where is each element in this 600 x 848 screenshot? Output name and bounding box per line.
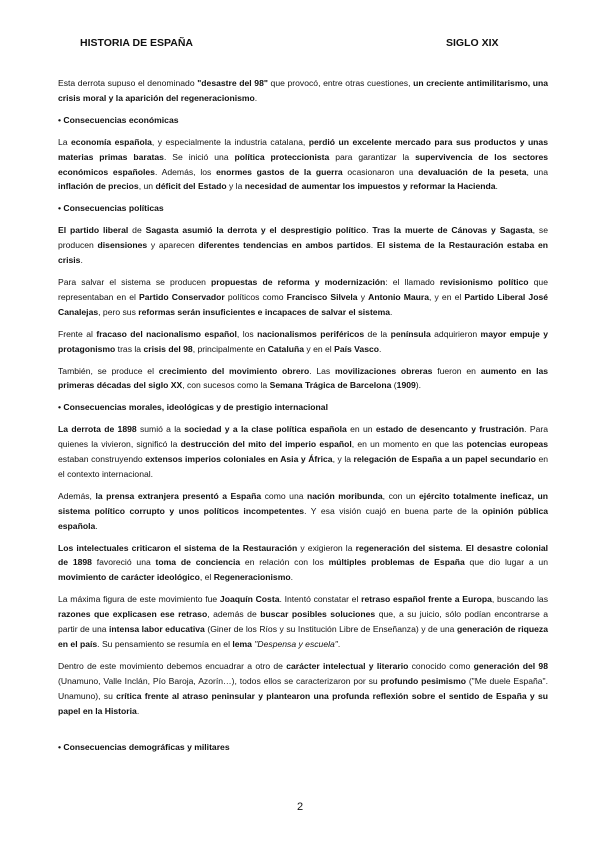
- paragraph-9: Los intelectuales criticaron el sistema de la Restauración y exigieron la regeneración del sistema. El desastre colonial de 1898 favoreció una toma de conciencia en relación con los múltiples problemas de España que dio lugar a un movimiento de carácter ideológico, el Regeneracionismo.: [58, 542, 549, 583]
- paragraph-4: Para salvar el sistema se producen propuestas de reforma y modernización: el llamado revisionismo político que representaban en el Partido Conservador políticos como Francisco Silvela y Antonio Maura, y en el Partido Liberal José Canalejas, pero sus reformas serán insuficientes e incapaces de salvar el sistema.: [58, 276, 549, 317]
- header-period: SIGLO XIX: [446, 37, 499, 49]
- paragraph-6: También, se produce el crecimiento del movimiento obrero. Las movilizaciones obreras fueron en aumento en las primeras décadas del siglo XX, con sucesos como la Semana Trágica de Barcelona (1909).: [58, 365, 549, 391]
- paragraph-5: Frente al fracaso del nacionalismo español, los nacionalismos periféricos de la península adquirieron mayor empuje y protagonismo tras la crisis del 98, principalmente en Cataluña y en el País Vasco.: [58, 328, 549, 354]
- paragraph-7: La derrota de 1898 sumió a la sociedad y a la clase política española en un estado de desencanto y frustración. Para quienes la vivieron, significó la destrucción del mito del imperio español, en un momento en que las potencias europeas estaban construyendo extensos imperios coloniales en Asia y África, y la relegación de España a un papel secundario en el contexto internacional.: [58, 424, 549, 479]
- paragraph-8: Además, la prensa extranjera presentó a España como una nación moribunda, con un ejército totalmente ineficaz, un sistema político corrupto y unos políticos incompetentes. Y esa visión cuajó en buena parte de la opinión pública española.: [58, 490, 549, 531]
- paragraph-11: Dentro de este movimiento debemos encuadrar a otro de carácter intelectual y literario conocido como generación del 98 (Unamuno, Valle Inclán, Pío Baroja, Azorín…), todos ellos se caracterizaron por su profundo pesimismo ("Me duele España". Unamuno), su crítica frente al atraso peninsular y plantearon una profunda reflexión sobre el sentido de España y su papel en la Historia.: [58, 660, 548, 716]
- paragraph-3: El partido liberal de Sagasta asumió la derrota y el desprestigio político. Tras la muerte de Cánovas y Sagasta, se producen disensiones y aparecen diferentes tendencias en ambos partidos. El sistema de la Restauración estaba en crisis.: [58, 225, 548, 266]
- spacer: [58, 726, 548, 740]
- paragraph-2: La economía española, y especialmente la industria catalana, perdió un excelente mercado para sus productos y unas materias primas baratas. Se inició una política proteccionista para garantizar la supervivencia de los sectores económicos españoles. Además, los enormes gastos de la guerra ocasionaron una devaluación de la peseta, una inflación de precios, un déficit del Estado y la necesidad de aumentar los impuestos y reformar la Hacienda.: [58, 136, 548, 192]
- paragraph-10: La máxima figura de este movimiento fue Joaquín Costa. Intentó constatar el retraso español frente a Europa, buscando las razones que explicasen ese retraso, además de buscar posibles soluciones que, a su juicio, sólo podían encontrarse a partir de una intensa labor educativa (Giner de los Ríos y su Institución Libre de Enseñanza) y de una generación de riqueza en el país. Su pensamiento se resumía en el lema "Despensa y escuela".: [58, 594, 549, 649]
- document-body: [58, 76, 548, 761]
- page-number: 2: [296, 801, 304, 813]
- section-heading-demographic: • Consecuencias demográficas y militares: [58, 741, 230, 752]
- section-heading-moral: • Consecuencias morales, ideológicas y de prestigio internacional: [58, 402, 328, 413]
- paragraph-1: Esta derrota supuso el denominado "desastre del 98" que provocó, entre otras cuestiones, un creciente antimilitarismo, una crisis moral y la aparición del regeneracionismo.: [58, 78, 548, 103]
- section-heading-political: • Consecuencias políticas: [58, 203, 164, 214]
- section-heading-economic: • Consecuencias económicas: [58, 114, 179, 125]
- header-title: HISTORIA DE ESPAÑA: [80, 37, 193, 49]
